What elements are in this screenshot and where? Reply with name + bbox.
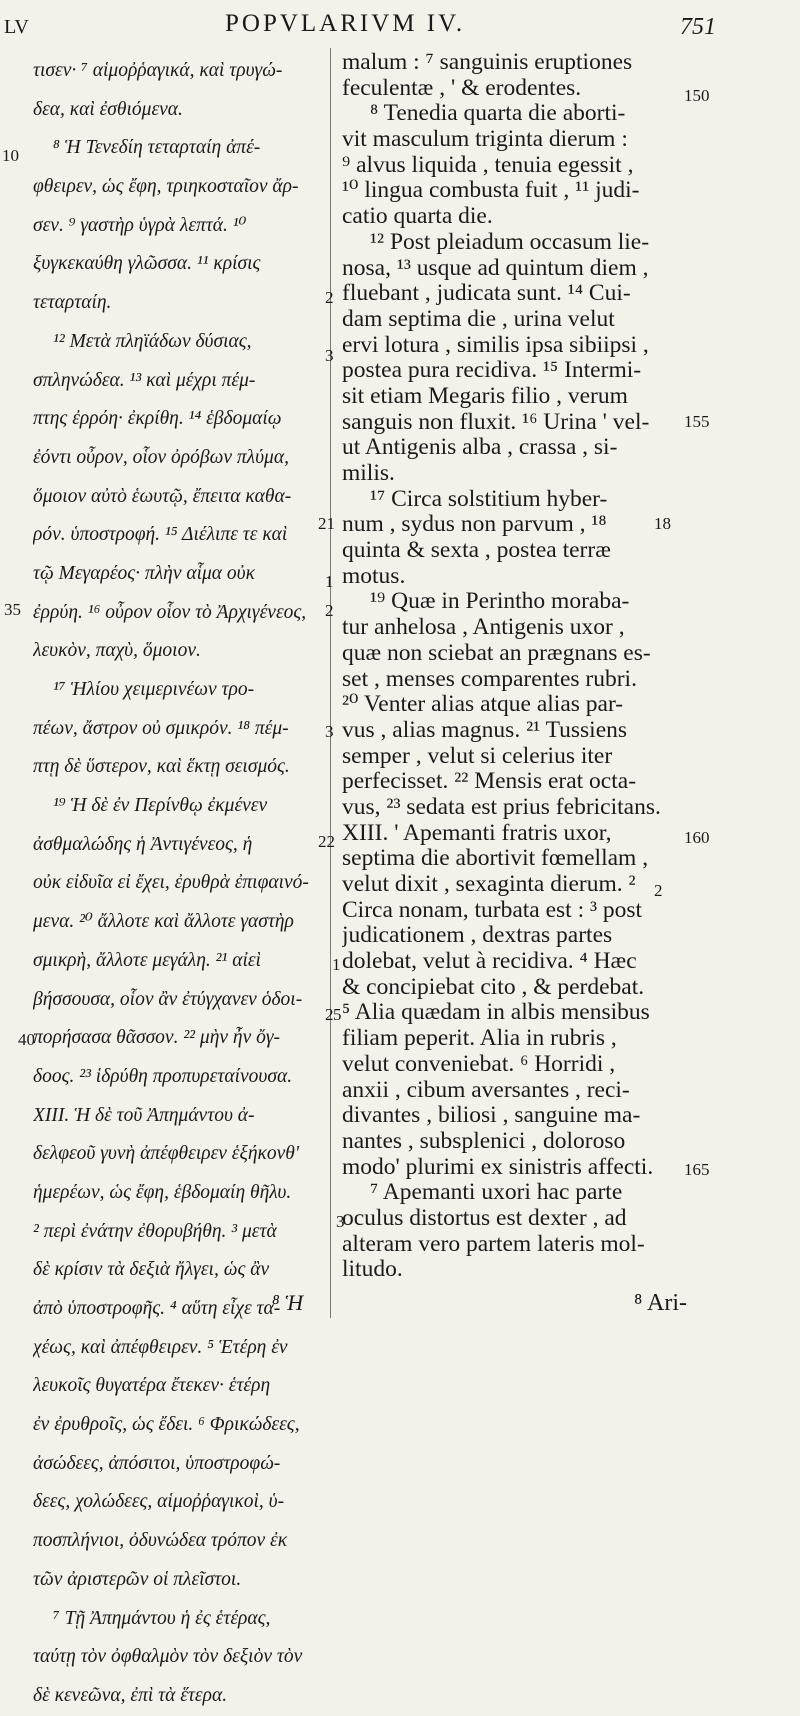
text-line: χέως, καὶ ἀπέφθειρεν. ⁵ Ἑτέρη ἐν <box>33 1336 288 1358</box>
text-line: ⁹ alvus liquida , tenuia egessit , <box>342 152 634 178</box>
text-line: ἀσθμαλώδης ἡ Ἀντιγένεος, ἡ <box>33 833 253 855</box>
text-line: ἡμερέων, ὡς ἔφη, ἑβδομαίη θῆλυ. <box>33 1181 292 1203</box>
text-line: ⁸ Ἡ Τενεδίη τεταρταίη ἀπέ- <box>53 137 261 159</box>
greek-column <box>33 52 323 1716</box>
text-line: divantes , biliosi , sanguine ma- <box>342 1103 641 1129</box>
text-line: ἐν ἐρυθροῖς, ὡς ἔδει. ⁶ Φρικώδεες, <box>33 1414 300 1436</box>
column-divider <box>330 48 331 1318</box>
text-line: δεα, καὶ ἐσθιόμενα. <box>33 98 183 120</box>
text-line: litudo. <box>342 1257 403 1283</box>
page-number: 751 <box>680 14 716 40</box>
text-line: oculus distortus est dexter , ad <box>342 1205 627 1231</box>
margin-number: 2 <box>654 881 663 900</box>
text-line: XIII. Ἡ δὲ τοῦ Ἀπημάντου ἀ- <box>33 1104 255 1126</box>
text-line: ἐρρύη. ¹⁶ οὖρον οἷον τὸ Ἀρχιγένεος, <box>33 601 307 623</box>
margin-number: 2 <box>325 601 334 620</box>
text-line: τεταρταίη. <box>33 292 112 314</box>
margin-number: 21 <box>318 514 335 533</box>
text-line: ervi lotura , similis ipsa sibiipsi , <box>342 332 649 358</box>
text-line: modo' plurimi ex sinistris affecti. <box>342 1154 654 1180</box>
margin-number: 1 <box>332 955 341 974</box>
margin-number: 155 <box>684 412 710 431</box>
text-line: malum : ⁷ sanguinis eruptiones <box>342 50 633 75</box>
text-line: vus, ²³ sedata est prius febricitans. <box>342 794 661 820</box>
text-line: semper , velut si celerius iter <box>342 743 613 769</box>
text-line: nosa, ¹³ usque ad quintum diem , <box>342 255 649 281</box>
text-line: σπληνώδεα. ¹³ καὶ μέχρι πέμ- <box>33 369 256 391</box>
text-line: judicationem , dextras partes <box>342 923 613 949</box>
text-line: nantes , subsplenici , doloroso <box>342 1128 626 1154</box>
margin-number: 165 <box>684 1160 710 1179</box>
text-line: τῷ Μεγαρέος· πλὴν αἷμα οὐκ <box>33 562 255 584</box>
text-line: πορήσασα θᾶσσον. ²² μὴν ἦν ὄγ- <box>33 1027 281 1049</box>
text-line: set , menses comparentes rubri. <box>342 666 637 692</box>
text-line: perfecisset. ²² Mensis erat octa- <box>342 769 637 795</box>
text-line: ¹⁹ Ἡ δὲ ἐν Περίνθῳ ἐκμένεν <box>53 795 268 817</box>
catchword-greek: ⁸ Ἡ <box>272 1290 304 1315</box>
text-line: τῶν ἀριστερῶν οἱ πλεῖστοι. <box>33 1568 242 1590</box>
text-line: velut dixit , sexaginta dierum. ² <box>342 872 636 897</box>
text-line: alteram vero partem lateris mol- <box>342 1231 645 1257</box>
margin-number: 1 <box>325 572 334 591</box>
text-line: ¹² Μετὰ πληϊάδων δύσιας, <box>53 330 252 352</box>
text-line: μενα. ²⁰ ἄλλοτε καὶ ἄλλοτε γαστὴρ <box>33 911 294 933</box>
text-line: anxii , cibum aversantes , reci- <box>342 1077 630 1103</box>
text-line: ἀσώδεες, ἀπόσιτοι, ὑποστροφώ- <box>33 1452 281 1474</box>
text-line: catio quarta die. <box>342 204 493 230</box>
text-line: ut Antigenis alba , crassa , si- <box>342 435 618 461</box>
text-line: vit masculum triginta dierum : <box>342 127 628 153</box>
margin-number: 40 <box>18 1030 35 1049</box>
text-line: σεν. ⁹ γαστὴρ ὑγρὰ λεπτά. ¹⁰ <box>33 214 247 236</box>
text-line: septima die abortivit fœmellam , <box>342 846 649 872</box>
text-line: tur anhelosa , Antigenis uxor , <box>342 615 625 641</box>
text-line: sanguis non fluxit. ¹⁶ Urina ' vel- <box>342 409 650 435</box>
text-line: δὲ κρίσιν τὰ δεξιὰ ἤλγει, ὡς ἂν <box>33 1259 270 1281</box>
text-line: postea pura recidiva. ¹⁵ Intermi- <box>342 358 642 384</box>
text-line: ⁸ Tenedia quarta die aborti- <box>370 101 626 127</box>
text-line: ταύτῃ τὸν ὀφθαλμὸν τὸν δεξιὸν τὸν <box>33 1646 303 1668</box>
text-line: ⁷ Apemanti uxori hac parte <box>370 1180 623 1206</box>
text-line: motus. <box>342 563 406 589</box>
text-line: ἀπὸ ὑποστροφῆς. ⁴ αὕτη εἶχε τα- <box>33 1298 281 1319</box>
text-line: ποσπλήνιοι, ὀδυνώδεα τρόπον ἐκ <box>33 1530 288 1552</box>
text-line: feculentæ , ' & erodentes. <box>342 75 582 101</box>
text-line: ¹⁰ lingua combusta fuit , ¹¹ judi- <box>342 178 640 204</box>
text-line: ¹² Post pleiadum occasum lie- <box>370 229 650 255</box>
running-title: POPVLARIVM IV. <box>225 10 466 37</box>
text-line: δὲ κενεῶνα, ἐπὶ τὰ ἕτερα. <box>33 1684 228 1706</box>
catchword-latin: ⁸ Ari- <box>634 1290 688 1316</box>
text-line: dolebat, velut à recidiva. ⁴ Hæc <box>342 949 637 975</box>
margin-number: 3 <box>325 346 334 365</box>
text-line: ¹⁹ Quæ in Perintho moraba- <box>370 589 630 615</box>
text-line: ξυγκεκαύθη γλῶσσα. ¹¹ κρίσις <box>33 253 261 275</box>
margin-number: 3 <box>336 1212 345 1231</box>
text-line: πτης ἐρρόη· ἐκρίθη. ¹⁴ ἑβδομαίῳ <box>33 408 282 430</box>
margin-number: 10 <box>2 146 19 165</box>
text-line: ὅμοιον αὐτὸ ἑωυτῷ, ἔπειτα καθα- <box>33 485 292 507</box>
text-line: οὐκ εἰδυῖα εἰ ἔχει, ἐρυθρὰ ἐπιφαινό- <box>33 872 309 894</box>
text-line: λευκὸν, παχὺ, ὅμοιον. <box>33 640 201 662</box>
text-line: vus , alias magnus. ²¹ Tussiens <box>342 717 628 743</box>
text-line: ἐόντι οὖρον, οἷον ὀρόβων πλύμα, <box>33 446 289 468</box>
text-line: ¹⁷ Ἡλίου χειμερινέων τρο- <box>53 679 255 700</box>
text-line: filiam peperit. Alia in rubris , <box>342 1026 617 1052</box>
text-line: δοος. ²³ ἱδρύθη προπυρεταίνουσα. <box>33 1065 293 1087</box>
text-line: πέων, ἄστρον οὐ σμικρόν. ¹⁸ πέμ- <box>33 717 289 739</box>
text-line: num , sydus non parvum , ¹⁸ <box>342 512 607 538</box>
text-line: λευκοῖς θυγατέρα ἔτεκεν· ἑτέρη <box>33 1375 271 1397</box>
text-line: XIII. ' Apemanti fratris uxor, <box>342 820 612 846</box>
text-line: τισεν· ⁷ αἱμοῤῥαγικά, καὶ τρυγώ- <box>33 60 283 81</box>
text-line: dam septima die , urina velut <box>342 306 615 332</box>
margin-number: 150 <box>684 86 710 105</box>
text-line: velut conveniebat. ⁶ Horridi , <box>342 1051 616 1077</box>
margin-number: 5 <box>333 1005 342 1024</box>
text-line: βήσσουσα, οἷον ἂν ἐτύγχανεν ὁδοι- <box>33 988 303 1010</box>
text-line: πτῃ δὲ ὕστερον, καὶ ἕκτῃ σεισμός. <box>33 756 290 778</box>
text-line: ²⁰ Venter alias atque alias par- <box>342 692 624 718</box>
margin-number: 22 <box>318 832 335 851</box>
header-left: LV <box>4 16 29 38</box>
text-line: quæ non sciebat an prægnans es- <box>342 640 651 666</box>
latin-column <box>342 50 684 1283</box>
text-line: quinta & sexta , postea terræ <box>342 538 611 564</box>
text-line: ⁷ Τῇ Ἀπημάντου ἡ ἐς ἑτέρας, <box>53 1607 271 1629</box>
margin-number: 18 <box>654 514 671 533</box>
text-line: Circa nonam, turbata est : ³ post <box>342 897 643 923</box>
margin-number: 160 <box>684 828 710 847</box>
text-line: ⁵ Alia quædam in albis mensibus <box>342 1000 650 1026</box>
text-line: σμικρὴ, ἄλλοτε μεγάλη. ²¹ αἰεὶ <box>33 949 261 971</box>
text-line: & concipiebat cito , & perdebat. <box>342 974 645 1000</box>
text-line: ² περὶ ἐνάτην ἐθορυβήθη. ³ μετὰ <box>33 1220 277 1242</box>
margin-number: 3 <box>325 722 334 741</box>
text-line: δεες, χολώδεες, αἱμοῤῥαγικοὶ, ὑ- <box>33 1491 285 1513</box>
text-line: ρόν. ὑποστροφή. ¹⁵ Διέλιπε τε καὶ <box>33 524 288 546</box>
margin-number: 35 <box>4 600 21 619</box>
text-line: φθειρεν, ὡς ἔφη, τριηκοσταῖον ἄρ- <box>33 176 299 198</box>
text-line: δελφεοῦ γυνὴ ἀπέφθειρεν ἑξήκονθ' <box>33 1143 300 1165</box>
text-line: milis. <box>342 461 395 486</box>
margin-number: 2 <box>325 288 334 307</box>
text-line: ¹⁷ Circa solstitium hyber- <box>370 486 608 512</box>
text-line: fluebant , judicata sunt. ¹⁴ Cui- <box>342 281 631 307</box>
margin-number: 2 <box>325 1005 334 1024</box>
text-line: sit etiam Megaris filio , verum <box>342 383 628 409</box>
